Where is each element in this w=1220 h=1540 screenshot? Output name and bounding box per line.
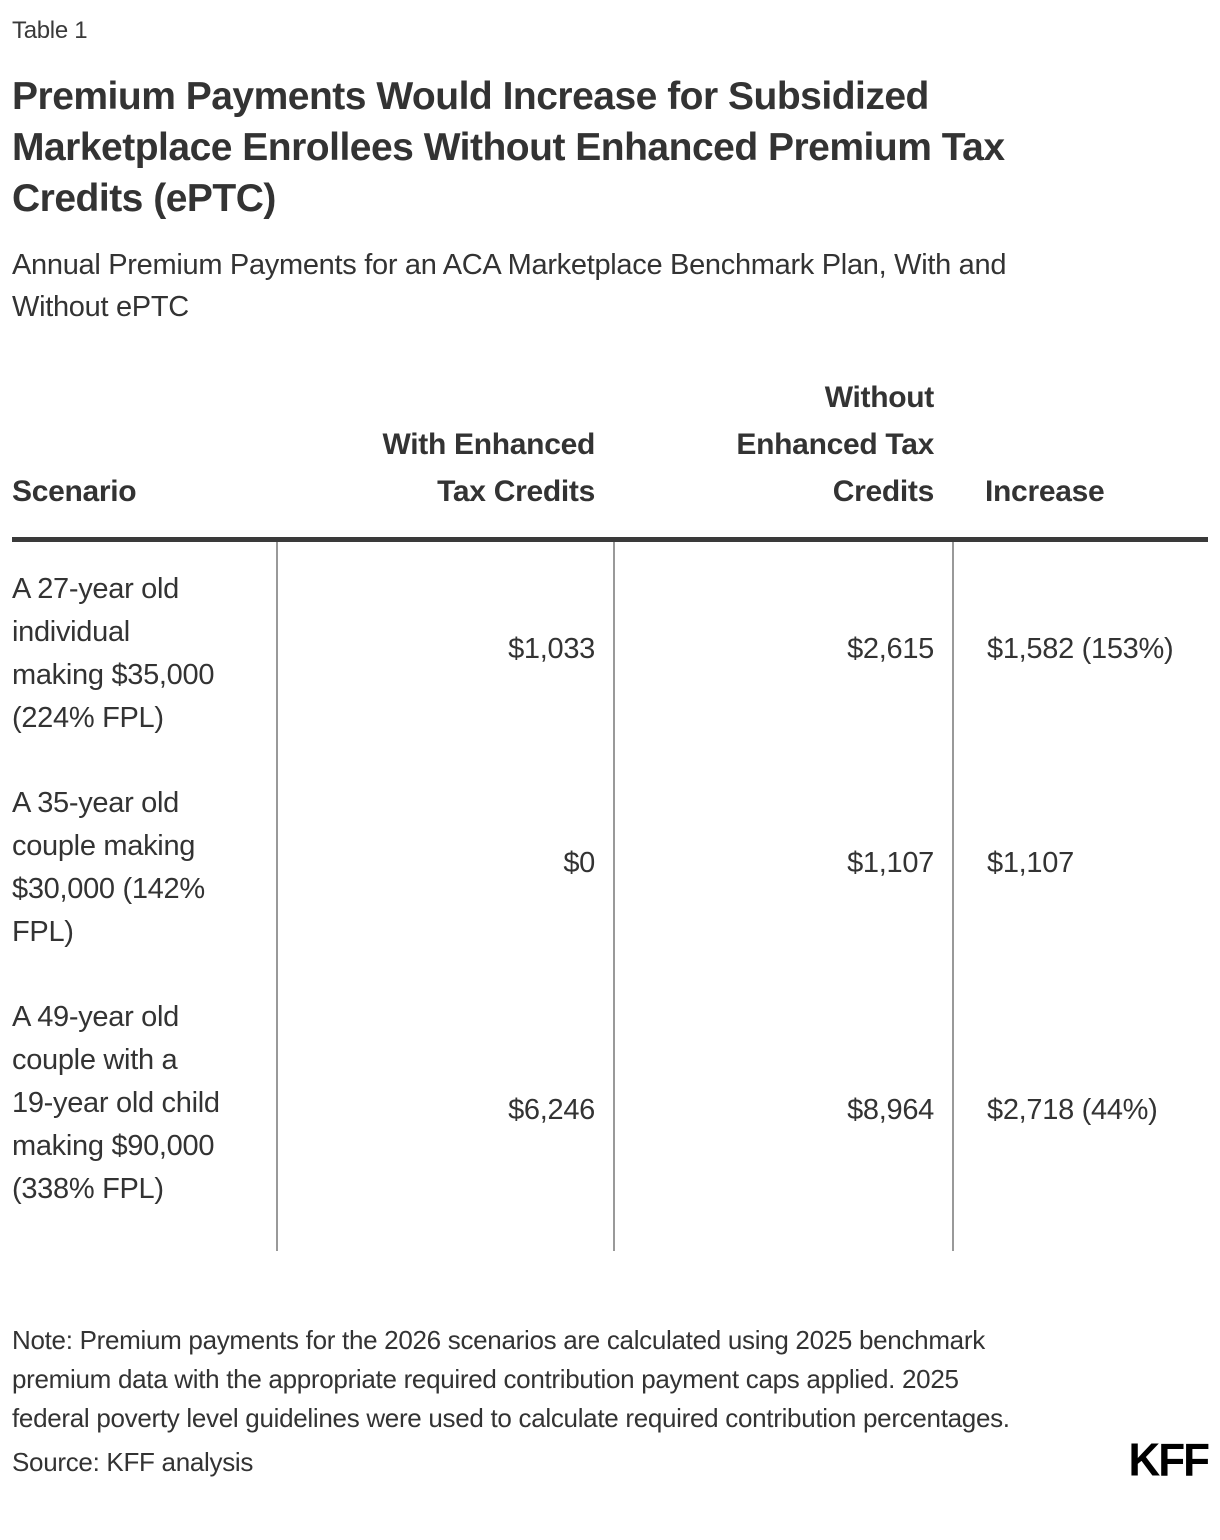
scenario-cell: A 35-year old couple making $30,000 (142% FPL): [12, 787, 205, 948]
column-header-without-enhanced-tax-credits: [613, 374, 952, 515]
column-header-increase: [952, 468, 1208, 515]
title-line: Premium Payments Would Increase for Subsidized: [12, 75, 929, 118]
column-header-with-enhanced-tax-credits: [276, 421, 613, 515]
scenario-cell: A 27-year old individual making $35,000 (224% FPL): [12, 573, 215, 734]
without-eptc-cell: $1,107: [613, 756, 952, 970]
header-line: Increase: [985, 475, 1105, 508]
header-line: With Enhanced: [382, 428, 595, 461]
title-line: Credits (ePTC): [12, 177, 276, 220]
table-row: [12, 756, 1208, 970]
title-line: Marketplace Enrollees Without Enhanced Premium Tax: [12, 126, 1005, 169]
table-body: [12, 542, 1208, 1251]
kff-logo: KFF: [1128, 1434, 1208, 1487]
scenario-cell: A 49-year old couple with a 19-year old child making $90,000 (338% FPL): [12, 1001, 220, 1205]
source-label: Source: KFF analysis: [12, 1447, 254, 1477]
with-eptc-cell: $6,246: [276, 970, 613, 1251]
table-row: [12, 542, 1208, 756]
figure-subtitle: [12, 244, 1208, 328]
footnote-line: Note: Premium payments for the 2026 scenarios are calculated using 2025 benchmark: [12, 1325, 985, 1355]
subtitle-line: Without ePTC: [12, 291, 189, 323]
with-eptc-cell: $1,033: [276, 542, 613, 756]
header-line: Credits: [832, 475, 934, 508]
figure-title: [12, 71, 1208, 224]
increase-cell: $1,582 (153%): [952, 542, 1208, 756]
footnote: [12, 1321, 1208, 1438]
without-eptc-cell: $2,615: [613, 542, 952, 756]
header-line: Without: [824, 381, 934, 414]
subtitle-line: Annual Premium Payments for an ACA Marketplace Benchmark Plan, With and: [12, 249, 1007, 281]
header-line: Tax Credits: [437, 475, 595, 508]
increase-cell: $1,107: [952, 756, 1208, 970]
table-number-label: Table 1: [12, 17, 88, 44]
increase-cell: $2,718 (44%): [952, 970, 1208, 1251]
header-line: Scenario: [12, 475, 137, 508]
with-eptc-cell: $0: [276, 756, 613, 970]
column-header-scenario: [12, 468, 276, 515]
source-row: [12, 1434, 1208, 1487]
footnote-line: premium data with the appropriate required contribution payment caps applied. 2025: [12, 1364, 959, 1394]
header-line: Enhanced Tax: [736, 428, 934, 461]
footnote-line: federal poverty level guidelines were used to calculate required contribution percentages.: [12, 1403, 1010, 1433]
table-row: [12, 970, 1208, 1251]
table-header-row: [12, 374, 1208, 542]
without-eptc-cell: $8,964: [613, 970, 952, 1251]
